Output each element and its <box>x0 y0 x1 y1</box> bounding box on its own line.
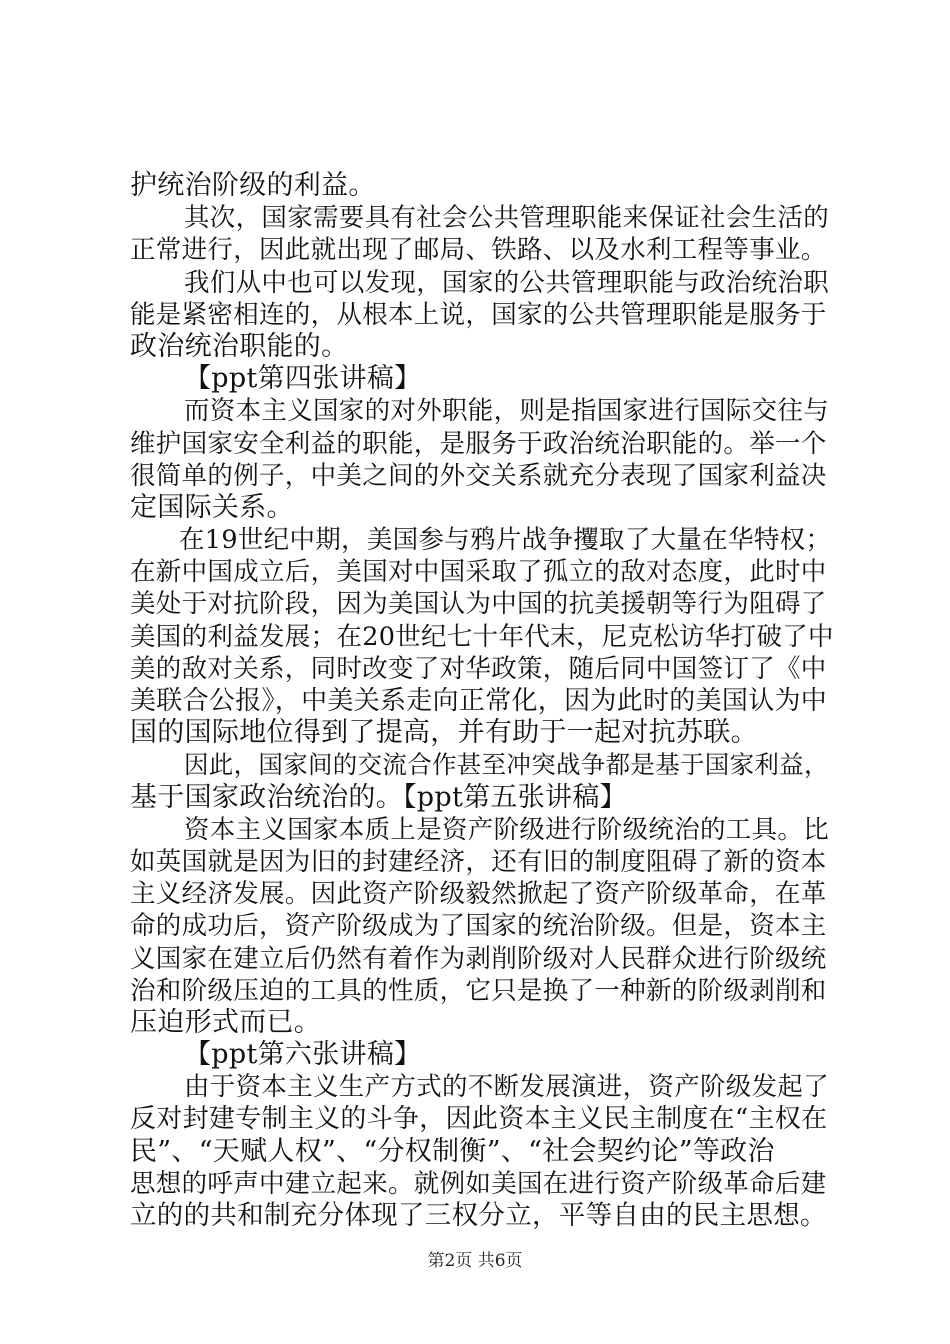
text-line: 资本主义国家本质上是资产阶级进行阶级统治的工具。比 <box>184 814 830 845</box>
text-line: 美的敌对关系，同时改变了对华政策，随后同中国签订了《中 <box>130 653 827 684</box>
text-line: 治和阶级压迫的工具的性质，它只是换了一种新的阶级剥削和 <box>130 975 827 1006</box>
text-line: 定国际关系。 <box>130 491 294 523</box>
text-line: 很简单的例子，中美之间的外交关系就充分表现了国家利益决 <box>130 460 827 491</box>
text-line: 如英国就是因为旧的封建经济，还有旧的制度阻碍了新的资本 <box>130 846 827 877</box>
text-line: 义国家在建立后仍然有着作为剥削阶级对人民群众进行阶级统 <box>130 943 827 974</box>
text-line: 美处于对抗阶段，因为美国认为中国的抗美援朝等行为阻碍了 <box>130 589 827 620</box>
text-line: 美国的利益发展；在20世纪七十年代末，尼克松访华打破了中 <box>130 621 834 652</box>
text-line: 主义经济发展。因此资产阶级毅然掀起了资产阶级革命，在革 <box>130 879 827 910</box>
page-number-footer: 第2页 共6页 <box>427 1251 523 1271</box>
text-line: 我们从中也可以发现，国家的公共管理职能与政治统治职 <box>184 267 830 298</box>
text-line: 基于国家政治统治的。【ppt第五张讲稿】 <box>130 781 627 813</box>
text-line: 国的国际地位得到了提高，并有助于一起对抗苏联。 <box>130 717 758 749</box>
text-line: 思想的呼声中建立起来。就例如美国在进行资产阶级革命后建 <box>130 1168 827 1199</box>
text-line: 压迫形式而已。 <box>130 1006 322 1038</box>
text-line: 立的的共和制充分体现了三权分立，平等自由的民主思想。 <box>130 1200 827 1231</box>
text-line: 在19世纪中期，美国参与鸦片战争攫取了大量在华特权； <box>179 525 832 556</box>
text-line: 由于资本主义生产方式的不断发展演进，资产阶级发起了 <box>184 1072 830 1103</box>
text-line: 其次，国家需要具有社会公共管理职能来保证社会生活的 <box>184 203 830 234</box>
text-line: 正常进行，因此就出现了邮局、铁路、以及水利工程等事业。 <box>130 235 827 266</box>
text-line: 能是紧密相连的，从根本上说，国家的公共管理职能是服务于 <box>130 299 827 330</box>
text-line: 民”、“天赋人权”、“分权制衡”、“社会契约论”等政治 <box>130 1135 775 1167</box>
document-body <box>130 170 836 1232</box>
text-line: 【ppt第六张讲稿】 <box>184 1039 422 1071</box>
text-line: 维护国家安全利益的职能，是服务于政治统治职能的。举一个 <box>130 428 827 459</box>
text-line: 因此，国家间的交流合作甚至冲突战争都是基于国家利益， <box>184 750 829 780</box>
text-line: 命的成功后，资产阶级成为了国家的统治阶级。但是，资本主 <box>130 911 827 942</box>
text-line: 美联合公报》，中美关系走向正常化，因为此时的美国认为中 <box>130 686 828 716</box>
text-line: 而资本主义国家的对外职能，则是指国家进行国际交往与 <box>184 396 830 427</box>
text-line: 【ppt第四张讲稿】 <box>184 363 422 395</box>
text-line: 反对封建专制主义的斗争，因此资本主义民主制度在“主权在 <box>130 1104 828 1135</box>
text-line: 政治统治职能的。 <box>130 330 349 362</box>
text-line: 在新中国成立后，美国对中国采取了孤立的敌对态度，此时中 <box>130 557 827 588</box>
text-line: 护统治阶级的利益。 <box>130 170 376 201</box>
